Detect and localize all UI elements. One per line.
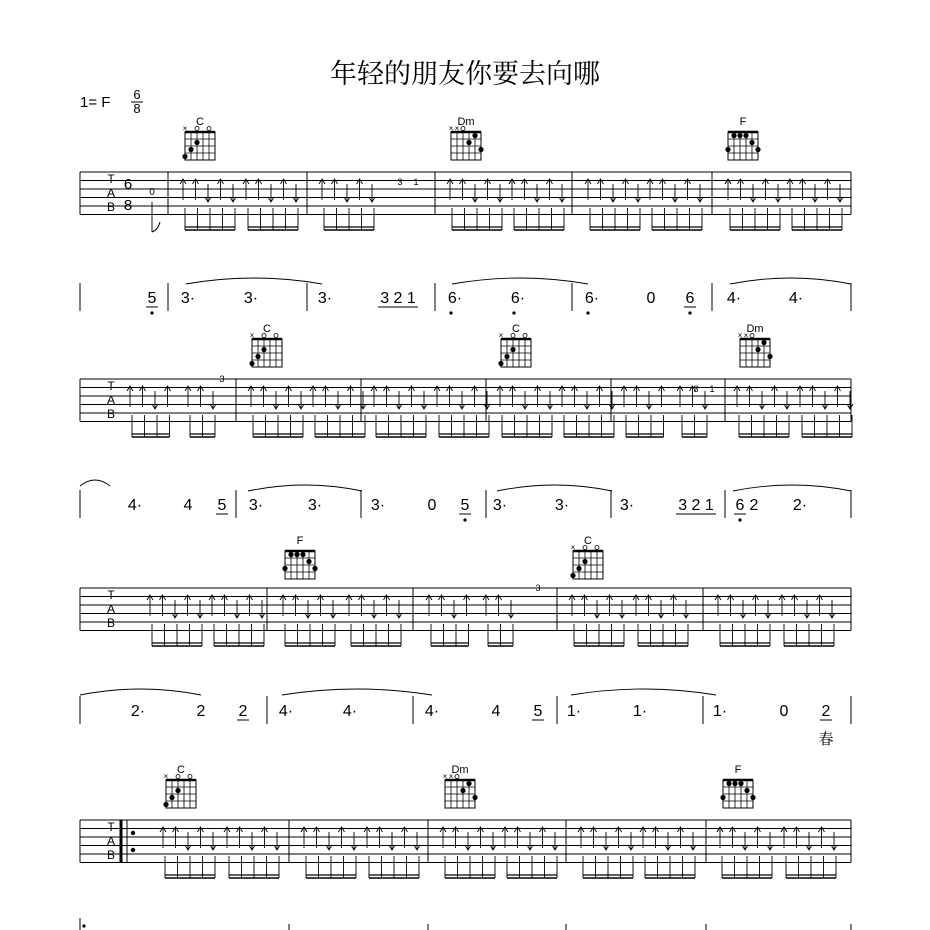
tab-clef-letter: B [106, 407, 116, 421]
intro-time-bottom: 8 [123, 197, 133, 214]
chord-dot [460, 788, 465, 793]
tab-clef-letter: B [106, 848, 116, 862]
tab-clef-letter: A [106, 186, 116, 200]
jianpu-note: 6· [447, 290, 463, 307]
time-signature [131, 87, 143, 116]
chord-dot [726, 781, 731, 786]
chord-diagram-c [249, 323, 282, 367]
chord-dot [743, 133, 748, 138]
tab-fret-number: 3 [219, 374, 225, 384]
chord-dot [282, 566, 287, 571]
tie-curve [452, 278, 588, 284]
chord-dot [755, 147, 760, 152]
chord-dot [472, 133, 477, 138]
jianpu-note: 3· [248, 497, 264, 514]
chord-diagram-c [498, 323, 531, 367]
tab-fret-number: 3 [693, 384, 699, 394]
jianpu-line [80, 278, 851, 315]
chord-dot [510, 347, 515, 352]
chord-dot [249, 361, 254, 366]
chord-mute-mark: × [454, 124, 460, 133]
tie-curve [571, 689, 716, 695]
jianpu-note: 1· [632, 703, 648, 720]
jianpu-note: 2 [196, 703, 206, 720]
time-signature-bottom: 8 [133, 101, 141, 116]
jianpu-note: 6· [584, 290, 600, 307]
chord-dot [255, 354, 260, 359]
jianpu-note: 2 [821, 703, 831, 720]
tab-fret-number: 3 [397, 177, 403, 187]
jianpu-low-dot [512, 311, 515, 314]
jianpu-note: 6 [735, 497, 745, 514]
chord-mute-mark: × [448, 772, 454, 781]
chord-diagram-f [720, 764, 755, 808]
tab-clef-letter: A [106, 393, 116, 407]
tab-fret-number: 1 [413, 177, 419, 187]
chord-name: C [263, 323, 271, 335]
jianpu-note: 4· [127, 497, 143, 514]
chord-diagram-dm [738, 323, 773, 367]
jianpu-note: 3 2 1 [380, 290, 416, 307]
tab-clef-letter: B [106, 200, 116, 214]
chord-dot [767, 354, 772, 359]
jianpu-note: 4· [424, 703, 440, 720]
tie-curve [80, 689, 201, 695]
jianpu-note: 5 [533, 703, 543, 720]
jianpu-low-dot [150, 311, 153, 314]
jianpu-note: 1· [712, 703, 728, 720]
chord-name: F [734, 764, 742, 776]
key-label: 1= F [80, 94, 111, 111]
chord-open-mark [274, 334, 278, 338]
tab-staff [80, 374, 853, 437]
jianpu-note: 3· [492, 497, 508, 514]
chord-dot [312, 566, 317, 571]
jianpu-note: 3· [243, 290, 259, 307]
chord-dot [294, 552, 299, 557]
chord-mute-mark: × [570, 543, 576, 552]
chord-name: Dm [451, 764, 469, 776]
chord-name: C [512, 323, 520, 335]
jianpu-note: 3· [370, 497, 386, 514]
chord-dot [472, 795, 477, 800]
time-signature-top: 6 [133, 87, 141, 102]
tie-curve [497, 485, 612, 491]
song-title: 年轻的朋友你要去向哪 [330, 59, 600, 90]
tie-curve [80, 480, 110, 486]
chord-diagram-f [725, 116, 760, 160]
repeat-dot [131, 848, 135, 852]
jianpu-note: 2· [792, 497, 808, 514]
chord-mute-mark: × [448, 124, 454, 133]
chord-diagram-f [282, 535, 317, 579]
jianpu-note: 3· [317, 290, 333, 307]
repeat-dot [82, 924, 85, 927]
tie-curve [730, 278, 851, 284]
tie-curve [248, 485, 362, 491]
chord-diagram-dm [449, 116, 484, 160]
chord-dot [175, 788, 180, 793]
tab-clef-letter: T [107, 379, 115, 393]
tab-clef-letter: A [106, 834, 116, 848]
tab-staff [80, 583, 851, 646]
jianpu-note: 3· [180, 290, 196, 307]
chord-dot [478, 147, 483, 152]
chord-dot [194, 140, 199, 145]
tie-curve [282, 689, 432, 695]
jianpu-note: 4· [278, 703, 294, 720]
chord-name: C [196, 116, 204, 128]
repeat-dot [131, 831, 135, 835]
chord-mute-mark: × [182, 124, 188, 133]
lyric-character: 春 [818, 731, 834, 748]
chord-mute-mark: × [743, 331, 749, 340]
jianpu-note: 2· [130, 703, 146, 720]
chord-name: C [584, 535, 592, 547]
chord-dot [182, 154, 187, 159]
jianpu-note: 3· [307, 497, 323, 514]
tie-curve [186, 278, 322, 284]
chord-dot [504, 354, 509, 359]
tab-clef-letter: A [106, 602, 116, 616]
chord-mute-mark: × [737, 331, 743, 340]
jianpu-note: 3· [619, 497, 635, 514]
jianpu-low-dot [449, 311, 452, 314]
tab-clef-letter: T [107, 172, 115, 186]
jianpu-note: 4· [788, 290, 804, 307]
jianpu-low-dot [463, 518, 466, 521]
chord-open-mark [523, 334, 527, 338]
tab-clef-letter: T [107, 820, 115, 834]
jianpu-line [80, 918, 851, 930]
jianpu-note: 5 [147, 290, 157, 307]
chord-diagram-dm [443, 764, 478, 808]
chord-dot [738, 781, 743, 786]
chord-dot [720, 795, 725, 800]
jianpu-note: 4· [342, 703, 358, 720]
jianpu-note: 0 [427, 497, 437, 514]
chord-dot [261, 347, 266, 352]
chord-dot [188, 147, 193, 152]
note-flag [152, 222, 160, 232]
chord-dot [732, 781, 737, 786]
chord-dot [737, 133, 742, 138]
chord-open-mark [595, 546, 599, 550]
jianpu-note: 5 [460, 497, 470, 514]
tab-clef-letter: B [106, 616, 116, 630]
chord-dot [570, 573, 575, 578]
chord-dot [761, 340, 766, 345]
chord-dot [750, 795, 755, 800]
jianpu-note: 3· [554, 497, 570, 514]
intro-tab-number: 0 [149, 187, 155, 198]
chord-mute-mark: × [442, 772, 448, 781]
jianpu-low-dot [688, 311, 691, 314]
chord-dot [466, 140, 471, 145]
chord-open-mark [188, 775, 192, 779]
chord-mute-mark: × [498, 331, 504, 340]
jianpu-note: 6 [685, 290, 695, 307]
chord-diagram-c [182, 116, 215, 160]
chord-dot [725, 147, 730, 152]
chord-name: Dm [746, 323, 764, 335]
chord-name: C [177, 764, 185, 776]
tab-staff [80, 820, 851, 878]
intro-time-top: 6 [123, 176, 133, 193]
chord-dot [306, 559, 311, 564]
jianpu-note: 0 [646, 290, 656, 307]
chord-dot [744, 788, 749, 793]
jianpu-line [80, 480, 851, 522]
jianpu-note: 0 [779, 703, 789, 720]
chord-diagram-c [163, 764, 196, 808]
chord-name: Dm [457, 116, 475, 128]
chord-dot [755, 347, 760, 352]
jianpu-line [80, 689, 851, 748]
chord-dot [163, 802, 168, 807]
tab-clef-letter: T [107, 588, 115, 602]
jianpu-note: 4· [726, 290, 742, 307]
jianpu-note: 6· [510, 290, 526, 307]
chord-mute-mark: × [249, 331, 255, 340]
jianpu-note: 1· [566, 703, 582, 720]
jianpu-note: 4 [491, 703, 501, 720]
jianpu-low-dot [738, 518, 741, 521]
jianpu-note: 2 [238, 703, 248, 720]
chord-mute-mark: × [163, 772, 169, 781]
jianpu-note: 3 2 1 [678, 497, 714, 514]
chord-dot [169, 795, 174, 800]
jianpu-low-dot [586, 311, 589, 314]
chord-name: F [739, 116, 747, 128]
chord-dot [731, 133, 736, 138]
tab-fret-number: 3 [535, 583, 541, 593]
chord-dot [582, 559, 587, 564]
chord-dot [498, 361, 503, 366]
chord-dot [300, 552, 305, 557]
tie-curve [733, 485, 851, 491]
jianpu-note: 5 [217, 497, 227, 514]
chord-open-mark [207, 127, 211, 131]
tab-staff [80, 172, 851, 232]
tab-fret-number: 1 [709, 384, 715, 394]
chord-dot [749, 140, 754, 145]
chord-name: F [296, 535, 304, 547]
jianpu-note: 2 [749, 497, 759, 514]
chord-dot [576, 566, 581, 571]
chord-dot [288, 552, 293, 557]
jianpu-note: 4 [183, 497, 193, 514]
chord-diagram-c [570, 535, 603, 579]
chord-dot [466, 781, 471, 786]
